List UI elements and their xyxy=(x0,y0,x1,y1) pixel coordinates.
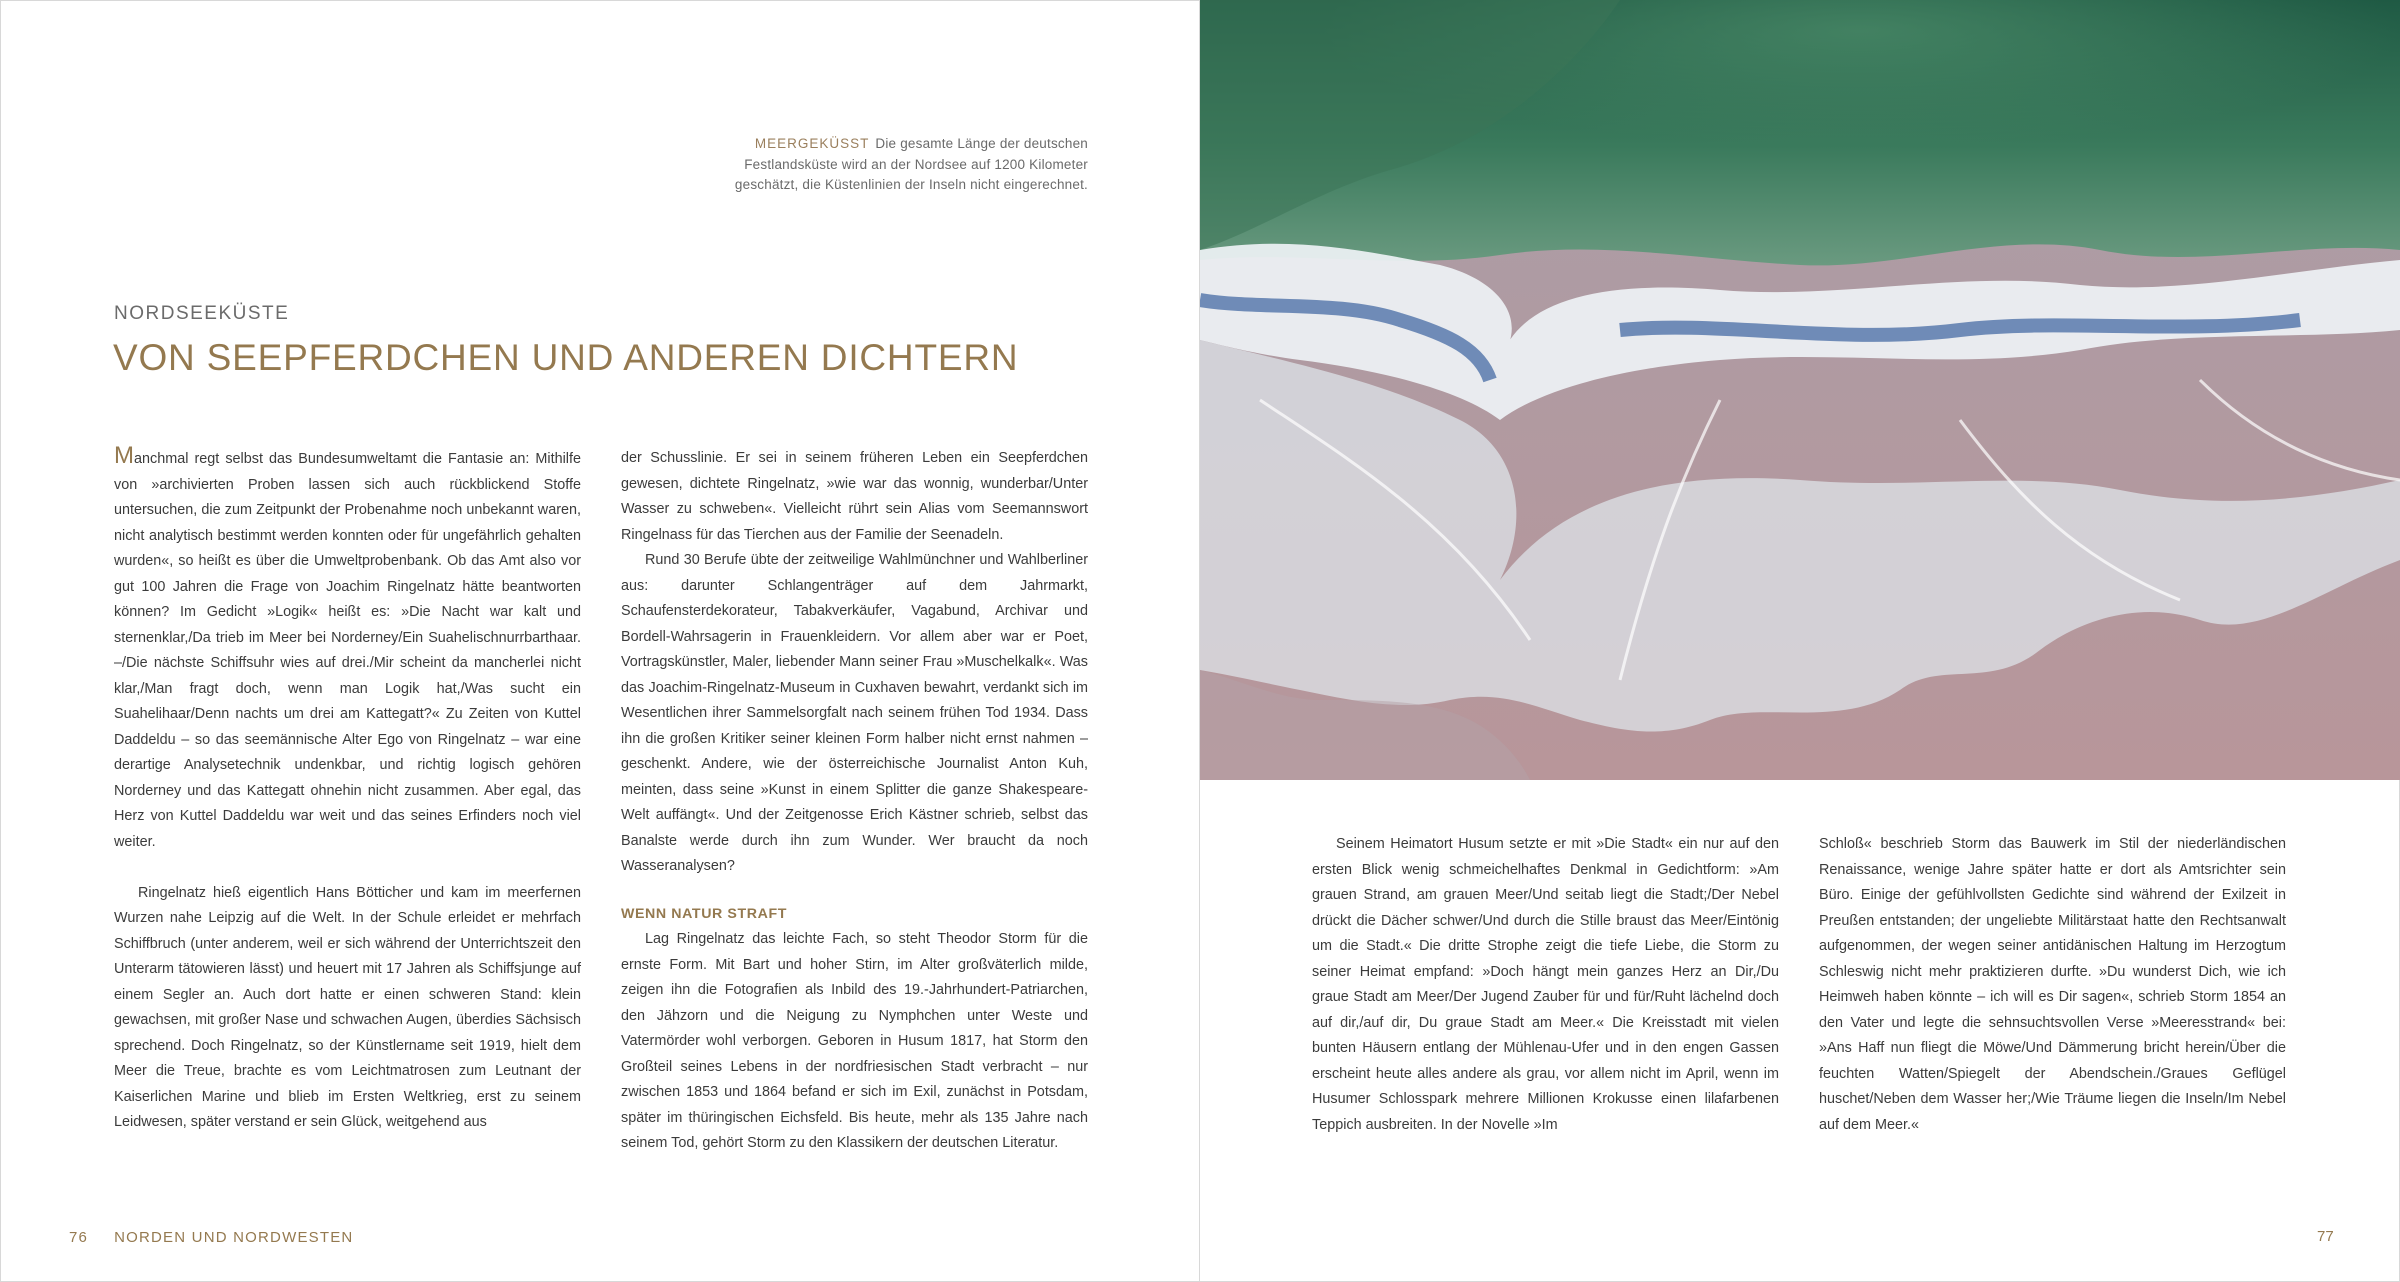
paragraph-text: anchmal regt selbst das Bundesumweltamt die Fantasie an: Mithilfe von »archivierten Proben lassen sich auch rückblickend Stoffe untersuchen, die zum Zeitpunkt der Probenahme noch unbekannt waren, nicht analytisch bestimmt werden konnten oder für ungefährlich gehalten wurden«, so heißt es über die Umweltprobenbank. Ob das Amt also vor gut 100 Jahren die Frage von Joachim Ringelnatz hätte beantworten können? Im Gedicht »Logik« heißt es: »Die Nacht war kalt und sternenklar,/Da trieb im Meer bei Norderney/Ein Suahelischnurrbarthaar. –/Die nächste Schiffsuhr wies auf drei./Mir scheint da mancherlei nicht klar,/Man fragt doch, wenn man Logik hat,/Was sucht ein Suahelihaar/Denn nachts um drei am Kattegatt?« Zu Zeiten von Kuttel Daddeldu – so das seemännische Alter Ego von Ringelnatz – war eine derartige Analysetechnik undenkbar, und richtig logisch gehören Norderney und das Kattegatt ohnehin nicht zusammen. Aber egal, das Herz von Kuttel Daddeldu war weit und das seines Erfinders noch viel weiter. xyxy=(114,451,581,850)
paragraph: Schloß« beschrieb Storm das Bauwerk im Stil der niederländischen Renaissance, wenige Jahre später hatte er dort als Amtsrichter sein Büro. Einige der gefühlvollsten Gedichte sind während der Exilzeit in Preußen entstanden; der ungeliebte Militärstaat hatte den Rechtsanwalt aufgenommen, der wegen seiner antidänischen Haltung im Herzogtum Schleswig nicht mehr praktizieren durfte. »Du wunderst Dich, wie ich Heimweh haben könnte – ich will es Dir sagen«, schrieb Storm 1854 an den Vater und legte die sehnsuchtsvollen Verse »Meeresstrand« bei: »Ans Haff nun fliegt die Möwe/Und Dämmerung bricht herein/Über die feuchten Watten/Spiegelt der Abendschein./Graues Geflügel huschet/Neben dem Wasser her;/Wie Träume liegen die Inseln/Im Nebel auf dem Meer.« xyxy=(1819,836,2286,1133)
footer-left xyxy=(69,1229,353,1246)
text-column-2 xyxy=(621,446,1088,1157)
section-kicker: NORDSEEKÜSTE xyxy=(114,303,290,324)
paragraph: Rund 30 Berufe übte der zeitweilige Wahlmünchner und Wahlberliner aus: darunter Schlangenträger auf dem Jahrmarkt, Schaufensterdekorateur, Tabakverkäufer, Vagabund, Archivar und Bordell-Wahrsagerin in Frauenkleidern. Vor allem aber war er Poet, Vortragskünstler, Maler, liebender Mann seiner Frau »Muschelkalk«. Was das Joachim-Ringelnatz-Museum in Cuxhaven bewahrt, verdankt sich im Wesentlichen ihrer Sammelsorgfalt nach seinem frühen Tod 1934. Dass ihn die großen Kritiker seiner kleinen Form halber nicht ernst nahmen – geschenkt. Andere, wie der österreichische Journalist Anton Kuh, meinten, dass seine »Kunst in einem Splitter die ganze Shakespeare-Welt auffängt«. Und der Zeitgenosse Erich Kästner schrieb, selbst das Banalste werde durch ihn zum Wunder. Wer braucht da noch Wasseranalysen? xyxy=(621,552,1088,874)
subheading: WENN NATUR STRAFT xyxy=(621,905,787,922)
paragraph: der Schusslinie. Er sei in seinem früheren Leben ein Seepferdchen gewesen, dichtete Ringelnatz, »wie war das wonnig, wunderbar/Unter Wasser zu schweben«. Vielleicht rührt sein Alias vom Seemannswort Ringelnass für das Tierchen aus der Familie der Seenadeln. xyxy=(621,450,1088,543)
caption-label: MEERGEKÜSST xyxy=(754,136,870,151)
drop-cap: M xyxy=(114,442,134,469)
text-column-4 xyxy=(1819,832,2286,1138)
page-number-right: 77 xyxy=(2317,1228,2334,1245)
paragraph: Ringelnatz hieß eigentlich Hans Bötticher und kam im meerfernen Wurzen nahe Leipzig auf die Welt. In der Schule erleidet er mehrfach Schiffbruch (unter anderem, weil er sich während der Unterrichtszeit den Unterarm tätowieren lässt) und heuert mit 17 Jahren als Schiffsjunge auf einem Segler an. Auch dort hatte er einen schweren Stand: klein gewachsen, mit großer Nase und schwachen Augen, überdies Sächsisch sprechend. Doch Ringelnatz, so der Künstlername seit 1919, hielt dem Meer die Treue, brachte es vom Leichtmatrosen zum Leutnant der Kaiserlichen Marine und blieb im Ersten Weltkrieg, erst zu seinem Leidwesen, später verstand er sein Glück, weitgehend aus xyxy=(114,884,581,1130)
page-number-left: 76 xyxy=(69,1229,89,1246)
caption-text: Die gesamte Länge der deutschen Festlandsküste wird an der Nordsee auf 1200 Kilometer geschätzt, die Küstenlinien der Inseln nicht eingerechnet. xyxy=(734,136,1088,192)
photo-caption xyxy=(701,134,1088,196)
paragraph: Seinem Heimatort Husum setzte er mit »Die Stadt« ein nur auf den ersten Blick wenig schmeichelhaftes Denkmal in Gedichtform: »Am grauen Strand, am grauen Meer/Und seitab liegt die Stadt;/Der Nebel drückt die Dächer schwer/Und durch die Stille braust das Meer/Eintönig um die Stadt.« Die dritte Strophe zeigt die tiefe Liebe, die Storm zu seiner Heimat empfand: »Doch hängt mein ganzes Herz an Dir,/Du graue Stadt am Meer/Der Jugend Zauber für und für/Ruht lächelnd doch auf dir,/auf dir, Du graue Stadt am Meer.« Die Kreisstadt mit vielen bunten Häusern entlang der Mühlenau-Ufer und in den engen Gassen erscheint heute alles andere als grau, vor allem nicht im April, wenn im Husumer Schlosspark mehrere Millionen Krokusse einen lilafarbenen Teppich ausbreiten. In der Novelle »Im xyxy=(1312,836,1779,1133)
aerial-wave-photo xyxy=(1200,0,2400,780)
paragraph xyxy=(114,442,581,855)
wave-illustration xyxy=(1200,0,2400,780)
text-column-3 xyxy=(1312,832,1779,1138)
article-headline: VON SEEPFERDCHEN UND ANDEREN DICHTERN xyxy=(113,337,1019,378)
text-column-1 xyxy=(114,442,581,1136)
running-section-title: NORDEN UND NORDWESTEN xyxy=(114,1229,354,1246)
paragraph: Lag Ringelnatz das leichte Fach, so steht Theodor Storm für die ernste Form. Mit Bart und hoher Stirn, im Alter großväterlich milde, zeigen ihn die Fotografien als Inbild des 19.-Jahrhundert-Patriarchen, den Jähzorn und die Neigung zu Nymphchen unter Weste und Vatermörder wohl verborgen. Geboren in Husum 1817, hat Storm den Großteil seines Lebens in der nordfriesischen Stadt verbracht – nur zwischen 1853 und 1864 befand er sich im Exil, zunächst in Potsdam, später im thüringischen Eichsfeld. Bis heute, mehr als 135 Jahre nach seinem Tod, gehört Storm zu den Klassikern der deutschen Literatur. xyxy=(621,931,1088,1151)
